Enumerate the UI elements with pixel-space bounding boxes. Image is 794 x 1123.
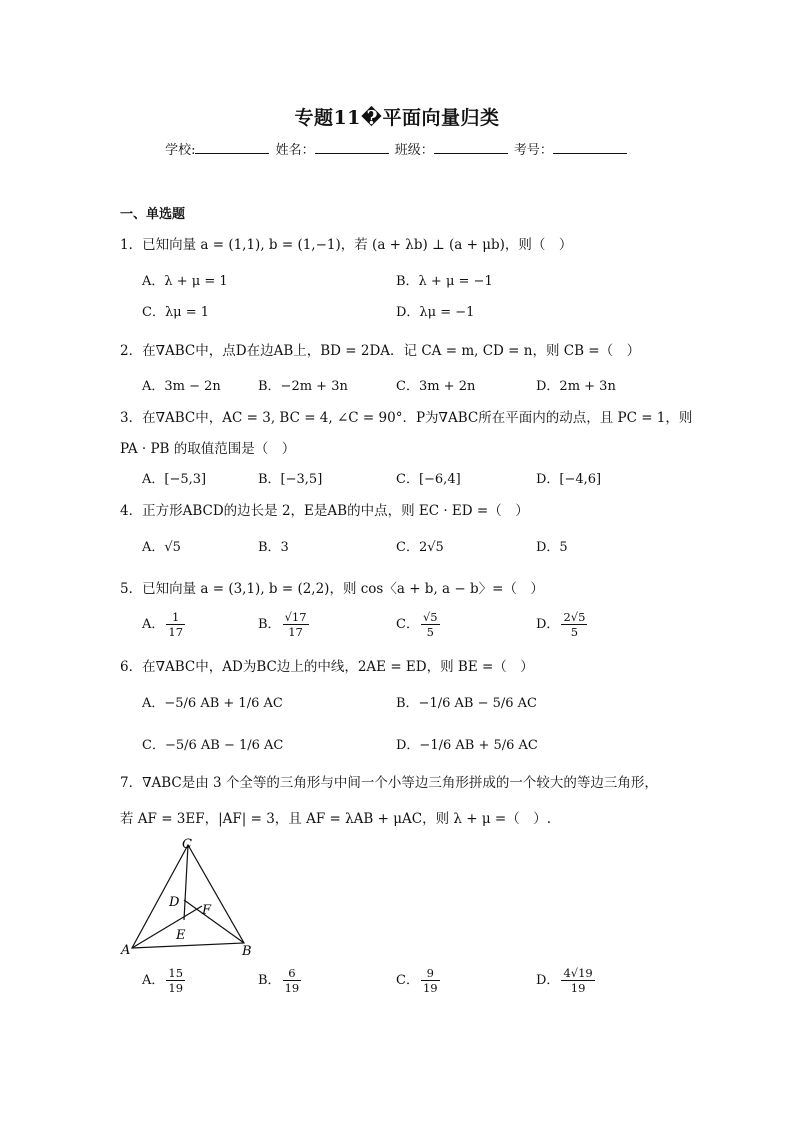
- numerator: √5: [422, 610, 438, 624]
- fraction: [283, 966, 302, 995]
- q1-option-d[interactable]: D．λμ = −1: [396, 305, 475, 320]
- q6-option-a[interactable]: A．−5/6 AB + 1/6 AC: [142, 696, 283, 711]
- q4-option-b[interactable]: B．3: [258, 540, 289, 555]
- numerator: 6: [283, 966, 302, 981]
- q5-option-b[interactable]: [258, 610, 311, 639]
- question-1-stem: 1．已知向量 a = (1,1), b = (1,−1)，若 (a + λb) ⊥ (a + μb)，则（ ）: [120, 237, 573, 253]
- q1-option-c[interactable]: C．λμ = 1: [142, 305, 210, 320]
- option-label: A．: [142, 973, 165, 988]
- q3-option-c[interactable]: C．[−6,4]: [396, 472, 461, 487]
- option-label: B．: [258, 617, 281, 632]
- q4-option-d[interactable]: D．5: [536, 540, 568, 555]
- q3-option-a[interactable]: A．[−5,3]: [142, 472, 207, 487]
- label-b: B: [242, 944, 252, 959]
- q2-option-c[interactable]: C．3m + 2n: [396, 379, 476, 394]
- numerator: 4√19: [563, 966, 593, 980]
- class-label: 班级：: [394, 143, 434, 158]
- q5-option-d[interactable]: [536, 610, 589, 639]
- question-4-stem: 4．正方形ABCD的边长是 2，E是AB的中点，则 EC · ED =（ ）: [120, 503, 529, 519]
- q6-option-b[interactable]: B．−1/6 AB − 5/6 AC: [396, 696, 537, 711]
- segment-bd: [184, 900, 244, 943]
- denominator: 19: [284, 981, 300, 995]
- section-title: 一、单选题: [120, 207, 186, 222]
- fraction: [421, 610, 440, 639]
- option-label: C．: [396, 973, 419, 988]
- q5-option-a[interactable]: [142, 610, 187, 639]
- question-3-stem: 3．在∇ABC中，AC = 3, BC = 4, ∠C = 90°．P为∇ABC所在平面内的动点，且 PC = 1，则: [120, 410, 693, 426]
- question-7-stem-cont: 若 AF = 3EF，|AF| = 3，且 AF = λAB + μAC，则 λ + μ =（ ）.: [120, 811, 551, 827]
- question-6-stem: 6．在∇ABC中，AD为BC边上的中线，2AE = ED，则 BE =（ ）: [120, 659, 534, 675]
- page-title: 专题11�平面向量归类: [294, 107, 500, 129]
- fraction: [166, 610, 185, 639]
- label-e: E: [176, 928, 186, 943]
- class-blank[interactable]: [434, 141, 508, 154]
- question-5-stem: 5．已知向量 a = (3,1), b = (2,2)，则 cos〈a + b, a − b〉=（ ）: [120, 581, 544, 597]
- option-label: A．: [142, 617, 165, 632]
- denominator: 17: [168, 625, 184, 639]
- denominator: 17: [288, 625, 303, 639]
- question-7-stem: 7．∇ABC是由 3 个全等的三角形与中间一个小等边三角形拼成的一个较大的等边三角形，: [120, 775, 658, 791]
- denominator: 19: [570, 981, 586, 995]
- q7-option-b[interactable]: [258, 966, 303, 995]
- triangle-figure: [118, 836, 268, 960]
- q2-option-b[interactable]: B．−2m + 3n: [258, 379, 348, 394]
- exam-no-label: 考号：: [513, 143, 553, 158]
- numerator: √17: [284, 610, 307, 624]
- label-c: C: [182, 837, 192, 852]
- denominator: 5: [426, 625, 434, 639]
- fraction: [421, 966, 440, 995]
- fraction: [561, 610, 587, 639]
- fraction: [166, 966, 185, 995]
- denominator: 19: [422, 981, 438, 995]
- q1-option-b[interactable]: B．λ + μ = −1: [396, 274, 493, 289]
- option-label: B．: [258, 973, 281, 988]
- q7-option-c[interactable]: [396, 966, 442, 995]
- q6-option-d[interactable]: D．−1/6 AB + 5/6 AC: [396, 738, 538, 753]
- q2-option-a[interactable]: A．3m − 2n: [142, 379, 221, 394]
- q7-option-a[interactable]: [142, 966, 187, 995]
- exam-no-blank[interactable]: [553, 141, 627, 154]
- label-f: F: [202, 903, 212, 918]
- outer-triangle: [132, 845, 244, 948]
- segment-ce: [184, 845, 188, 920]
- denominator: 19: [168, 981, 184, 995]
- q5-option-c[interactable]: [396, 610, 442, 639]
- q1-option-a[interactable]: A．λ + μ = 1: [142, 274, 228, 289]
- numerator: 15: [168, 966, 184, 980]
- question-3-stem-cont: PA · PB 的取值范围是（ ）: [120, 441, 296, 457]
- q4-option-c[interactable]: C．2√5: [396, 540, 444, 555]
- school-blank[interactable]: [195, 141, 269, 154]
- q6-option-c[interactable]: C．−5/6 AB − 1/6 AC: [142, 738, 284, 753]
- q3-option-b[interactable]: B．[−3,5]: [258, 472, 323, 487]
- numerator: 9: [421, 966, 440, 981]
- q3-option-d[interactable]: D．[−4,6]: [536, 472, 602, 487]
- school-label: 学校:: [165, 143, 196, 158]
- option-label: C．: [396, 617, 419, 632]
- q4-option-a[interactable]: A．√5: [142, 540, 181, 555]
- question-2-stem: 2．在∇ABC中，点D在边AB上，BD = 2DA．记 CA = m, CD = n，则 CB =（ ）: [120, 343, 641, 359]
- name-label: 姓名：: [275, 143, 315, 158]
- q2-option-d[interactable]: D．2m + 3n: [536, 379, 616, 394]
- option-label: D．: [536, 617, 560, 632]
- fraction: [561, 966, 594, 995]
- label-a: A: [121, 943, 131, 958]
- name-blank[interactable]: [315, 141, 389, 154]
- denominator: 5: [570, 625, 579, 639]
- q7-option-d[interactable]: [536, 966, 597, 995]
- label-d: D: [169, 895, 180, 910]
- segment-af: [132, 906, 202, 948]
- student-info-line: [0, 139, 794, 158]
- fraction: [283, 610, 309, 639]
- numerator: 1: [166, 610, 185, 625]
- option-label: D．: [536, 973, 560, 988]
- numerator: 2√5: [563, 610, 586, 624]
